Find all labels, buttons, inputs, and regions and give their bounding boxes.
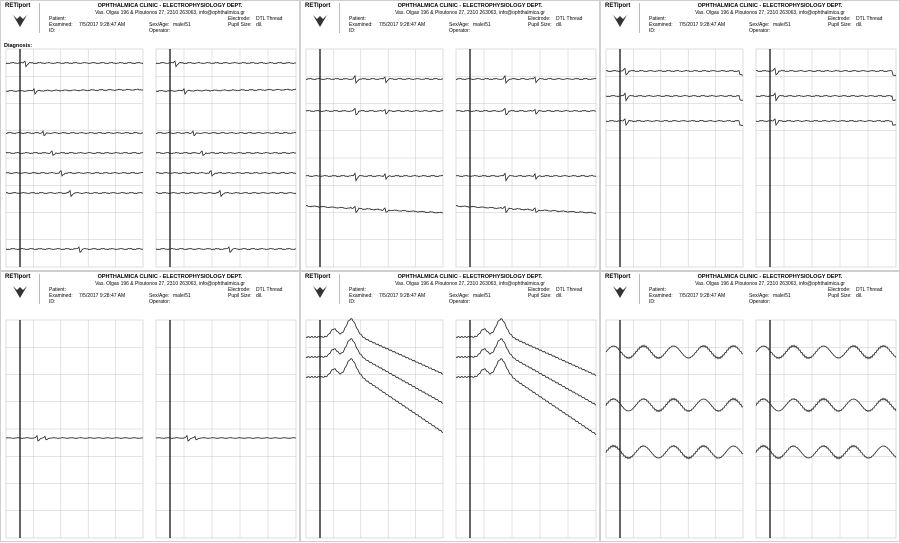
operator-label: Operator: (449, 299, 471, 305)
pupil-value: dil. (856, 293, 863, 299)
erg-plot (601, 312, 900, 542)
clinic-address: Vas. Olgas 196 & Ploutonos 27, 2310 263063, info@ophthalmica.gr (695, 10, 845, 16)
waveform-trace (306, 359, 443, 433)
patient-label: Patient: (649, 16, 666, 22)
pupil-label: Pupil Size: (228, 22, 252, 28)
eye-icon (11, 13, 29, 29)
id-label: ID: (349, 299, 356, 305)
chart-grid (756, 49, 896, 267)
patient-label: Patient: (49, 16, 66, 22)
chart-grid (606, 320, 743, 538)
waveform-trace (606, 119, 743, 126)
chart-grid (606, 49, 743, 267)
waveform-trace (756, 445, 896, 459)
waveform-trace (6, 151, 143, 155)
eye-icon (611, 13, 629, 29)
report-header (601, 272, 899, 306)
electrode-label: Electrode: (828, 287, 851, 293)
waveform-trace (606, 93, 743, 100)
report-sheet-6 (600, 271, 900, 542)
electrode-value: DTL Thread (256, 287, 283, 293)
examined-label: Examined: (49, 22, 73, 28)
patient-label: Patient: (349, 16, 366, 22)
report-sheet-5 (300, 271, 600, 542)
waveform-trace (456, 339, 596, 406)
logo-text: RETIport (5, 274, 31, 280)
waveform-trace (606, 398, 743, 411)
waveform-trace (156, 171, 296, 176)
erg-plot (1, 312, 300, 542)
pupil-value: dil. (256, 22, 263, 28)
waveform-trace (606, 445, 743, 459)
sexage-value: male/51 (173, 293, 191, 299)
sexage-value: male/51 (473, 293, 491, 299)
examined-value: 7/5/2017 9:28:47 AM (379, 22, 426, 28)
report-header (1, 272, 299, 306)
clinic-address: Vas. Olgas 196 & Ploutonos 27, 2310 263063, info@ophthalmica.gr (395, 281, 545, 287)
operator-label: Operator: (149, 299, 171, 305)
operator-label: Operator: (749, 28, 771, 34)
logo-text: RETIport (305, 274, 331, 280)
pupil-label: Pupil Size: (828, 22, 852, 28)
pupil-label: Pupil Size: (228, 293, 252, 299)
report-header (301, 1, 599, 35)
waveform-trace (456, 173, 596, 180)
operator-label: Operator: (149, 28, 171, 34)
chart-grid (6, 320, 143, 538)
waveform-trace (6, 436, 143, 441)
eye-icon (611, 284, 629, 300)
waveform-trace (6, 171, 143, 176)
examined-value: 7/5/2017 9:28:47 AM (79, 22, 126, 28)
id-label: ID: (49, 299, 56, 305)
sexage-label: Sex/Age: (149, 293, 170, 299)
waveform-trace (306, 173, 443, 180)
logo-text: RETIport (605, 3, 631, 9)
waveform-trace (306, 319, 443, 375)
pupil-value: dil. (556, 22, 563, 28)
logo-text: RETIport (605, 274, 631, 280)
waveform-trace (6, 61, 143, 66)
waveform-trace (306, 76, 443, 83)
chart-grid (456, 320, 596, 538)
electrode-label: Electrode: (528, 16, 551, 22)
logo-text: RETIport (305, 3, 331, 9)
examined-value: 7/5/2017 9:28:47 AM (379, 293, 426, 299)
clinic-address: Vas. Olgas 196 & Ploutonos 27, 2310 263063, info@ophthalmica.gr (395, 10, 545, 16)
chart-grid (306, 320, 443, 538)
clinic-address: Vas. Olgas 196 & Ploutonos 27, 2310 263063, info@ophthalmica.gr (95, 281, 245, 287)
examined-label: Examined: (349, 293, 373, 299)
examined-label: Examined: (649, 293, 673, 299)
waveform-trace (456, 108, 596, 114)
waveform-trace (6, 89, 143, 94)
clinic-name: OPHTHALMICA CLINIC - ELECTROPHYSIOLOGY DEPT. (697, 274, 843, 280)
waveform-trace (456, 76, 596, 83)
waveform-trace (156, 191, 296, 197)
id-label: ID: (649, 28, 656, 34)
retiport-logo (603, 3, 640, 33)
diagnosis-label: Diagnosis: (4, 43, 33, 49)
examined-label: Examined: (349, 22, 373, 28)
waveform-trace (306, 206, 443, 214)
electrode-value: DTL Thread (256, 16, 283, 22)
retiport-logo (3, 274, 40, 304)
electrode-value: DTL Thread (856, 287, 883, 293)
waveform-trace (756, 398, 896, 411)
report-sheet-1 (0, 0, 300, 271)
examined-value: 7/5/2017 9:28:47 AM (679, 293, 726, 299)
sexage-label: Sex/Age: (449, 293, 470, 299)
examined-label: Examined: (49, 293, 73, 299)
waveform-trace (156, 436, 296, 441)
patient-label: Patient: (349, 287, 366, 293)
erg-plot (601, 41, 900, 271)
waveform-trace (156, 247, 296, 252)
chart-grid (156, 49, 296, 267)
sexage-value: male/51 (773, 22, 791, 28)
clinic-name: OPHTHALMICA CLINIC - ELECTROPHYSIOLOGY DEPT. (397, 274, 543, 280)
clinic-address: Vas. Olgas 196 & Ploutonos 27, 2310 263063, info@ophthalmica.gr (695, 281, 845, 287)
examined-value: 7/5/2017 9:28:47 AM (79, 293, 126, 299)
sexage-value: male/51 (473, 22, 491, 28)
waveform-trace (156, 61, 296, 66)
examined-label: Examined: (649, 22, 673, 28)
report-sheet-4 (0, 271, 300, 542)
waveform-trace (756, 93, 896, 100)
waveform-trace (6, 247, 143, 252)
chart-grid (456, 49, 596, 267)
retiport-logo (303, 274, 340, 304)
waveform-trace (456, 359, 596, 435)
sexage-label: Sex/Age: (449, 22, 470, 28)
waveform-trace (756, 68, 896, 75)
pupil-value: dil. (556, 293, 563, 299)
electrode-label: Electrode: (528, 287, 551, 293)
erg-plot (1, 41, 300, 271)
report-header (601, 1, 899, 35)
sexage-label: Sex/Age: (749, 22, 770, 28)
sexage-label: Sex/Age: (749, 293, 770, 299)
report-header (1, 1, 299, 35)
electrode-value: DTL Thread (856, 16, 883, 22)
sexage-label: Sex/Age: (149, 22, 170, 28)
electrode-label: Electrode: (828, 16, 851, 22)
electrode-label: Electrode: (228, 287, 251, 293)
erg-plot (301, 312, 600, 542)
clinic-address: Vas. Olgas 196 & Ploutonos 27, 2310 263063, info@ophthalmica.gr (95, 10, 245, 16)
clinic-name: OPHTHALMICA CLINIC - ELECTROPHYSIOLOGY DEPT. (697, 3, 843, 9)
eye-icon (311, 284, 329, 300)
report-header (301, 272, 599, 306)
electrode-value: DTL Thread (556, 16, 583, 22)
waveform-trace (156, 131, 296, 136)
waveform-trace (6, 131, 143, 136)
clinic-name: OPHTHALMICA CLINIC - ELECTROPHYSIOLOGY DEPT. (397, 3, 543, 9)
id-label: ID: (49, 28, 56, 34)
eye-icon (311, 13, 329, 29)
electrode-label: Electrode: (228, 16, 251, 22)
retiport-logo (603, 274, 640, 304)
clinic-name: OPHTHALMICA CLINIC - ELECTROPHYSIOLOGY DEPT. (97, 274, 243, 280)
logo-text: RETIport (5, 3, 31, 9)
report-sheet-2 (300, 0, 600, 271)
pupil-label: Pupil Size: (828, 293, 852, 299)
waveform-trace (6, 191, 143, 197)
pupil-label: Pupil Size: (528, 22, 552, 28)
pupil-label: Pupil Size: (528, 293, 552, 299)
patient-label: Patient: (649, 287, 666, 293)
sexage-value: male/51 (773, 293, 791, 299)
eye-icon (11, 284, 29, 300)
waveform-trace (606, 68, 743, 75)
operator-label: Operator: (449, 28, 471, 34)
retiport-logo (303, 3, 340, 33)
chart-grid (306, 49, 443, 267)
waveform-trace (306, 339, 443, 404)
electrode-value: DTL Thread (556, 287, 583, 293)
id-label: ID: (349, 28, 356, 34)
clinic-name: OPHTHALMICA CLINIC - ELECTROPHYSIOLOGY DEPT. (97, 3, 243, 9)
patient-label: Patient: (49, 287, 66, 293)
sexage-value: male/51 (173, 22, 191, 28)
chart-grid (156, 320, 296, 538)
retiport-logo (3, 3, 40, 33)
examined-value: 7/5/2017 9:28:47 AM (679, 22, 726, 28)
waveform-trace (156, 89, 296, 94)
waveform-trace (756, 119, 896, 125)
pupil-value: dil. (856, 22, 863, 28)
pupil-value: dil. (256, 293, 263, 299)
report-sheet-3 (600, 0, 900, 271)
erg-plot (301, 41, 600, 271)
waveform-trace (306, 108, 443, 114)
id-label: ID: (649, 299, 656, 305)
waveform-trace (156, 151, 296, 155)
operator-label: Operator: (749, 299, 771, 305)
chart-grid (6, 49, 143, 267)
